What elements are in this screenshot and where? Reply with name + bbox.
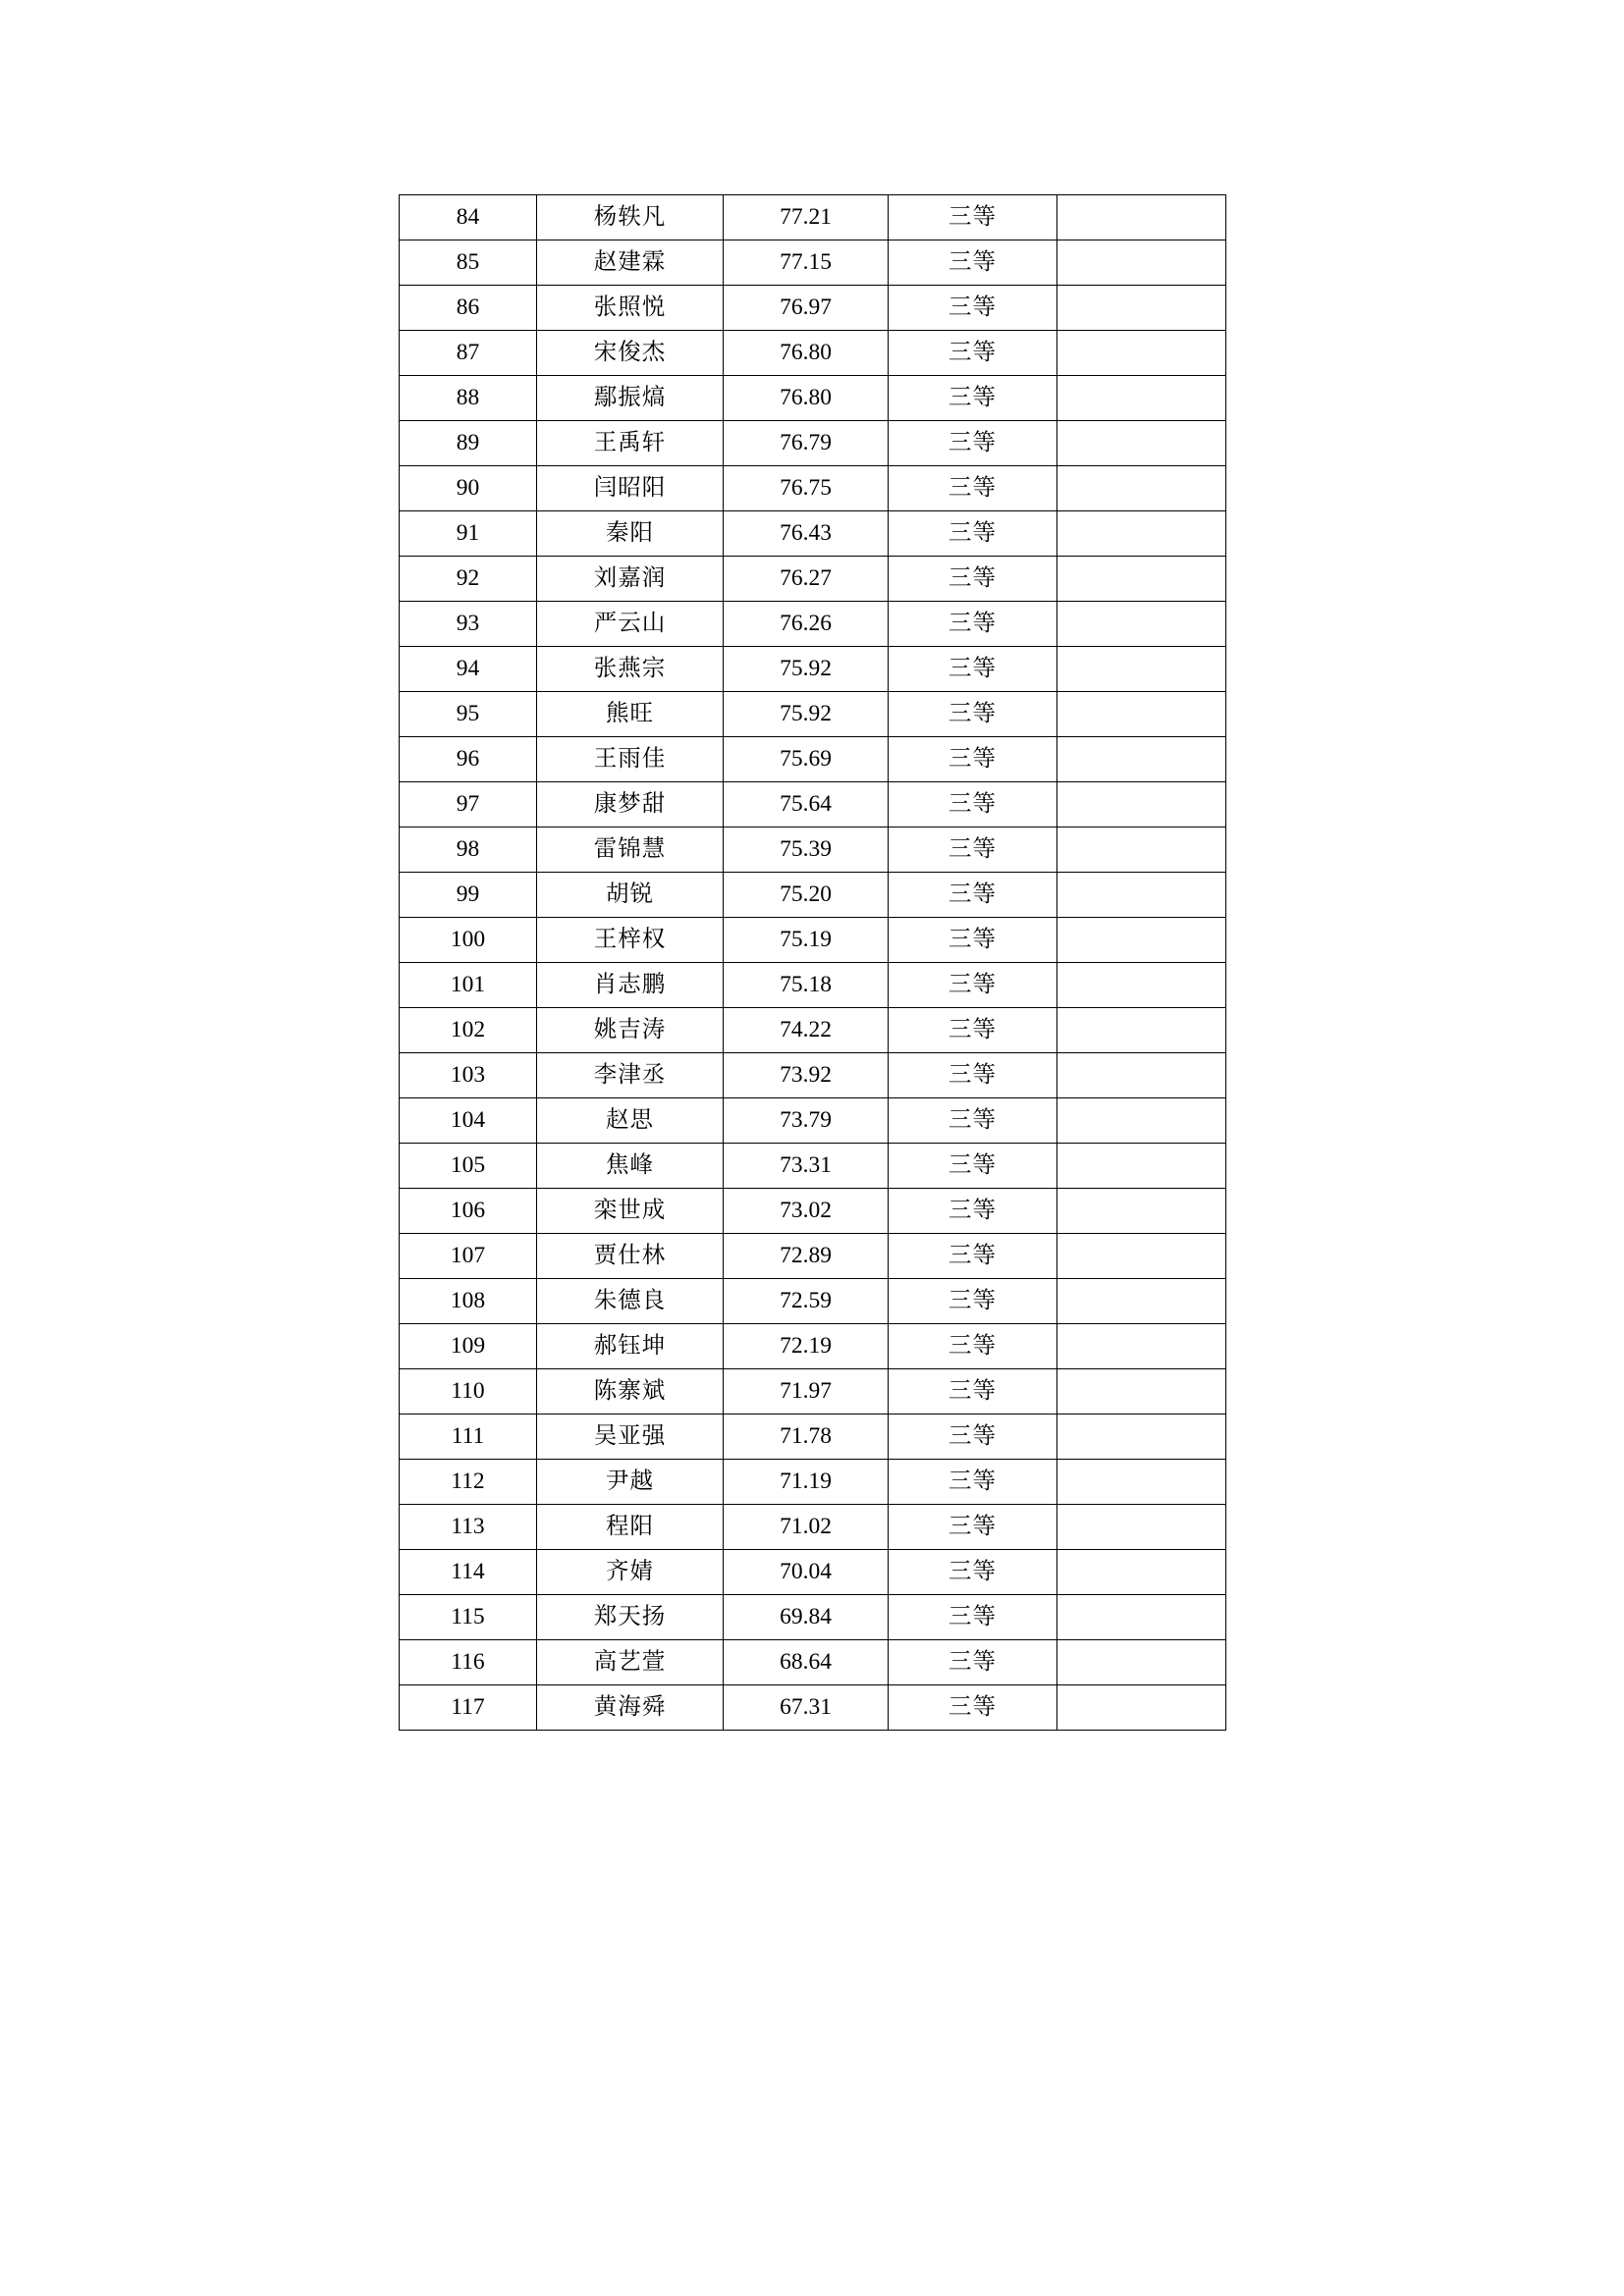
table-row bbox=[400, 1640, 1226, 1685]
results-table bbox=[399, 194, 1226, 1731]
cell-rank: 112 bbox=[400, 1460, 537, 1505]
cell-score: 75.18 bbox=[724, 963, 889, 1008]
cell-score: 75.39 bbox=[724, 828, 889, 873]
cell-award: 三等 bbox=[889, 737, 1057, 782]
cell-name: 赵建霖 bbox=[537, 240, 724, 286]
cell-note bbox=[1057, 918, 1226, 963]
table-row bbox=[400, 1685, 1226, 1731]
cell-note bbox=[1057, 511, 1226, 557]
table-row bbox=[400, 195, 1226, 240]
table-row bbox=[400, 737, 1226, 782]
cell-score: 67.31 bbox=[724, 1685, 889, 1731]
table-row bbox=[400, 782, 1226, 828]
cell-note bbox=[1057, 1324, 1226, 1369]
cell-note bbox=[1057, 1415, 1226, 1460]
cell-award: 三等 bbox=[889, 421, 1057, 466]
cell-name: 王禹轩 bbox=[537, 421, 724, 466]
cell-score: 75.92 bbox=[724, 692, 889, 737]
cell-note bbox=[1057, 1234, 1226, 1279]
cell-score: 70.04 bbox=[724, 1550, 889, 1595]
table-row bbox=[400, 647, 1226, 692]
cell-award: 三等 bbox=[889, 331, 1057, 376]
table-row bbox=[400, 376, 1226, 421]
cell-note bbox=[1057, 602, 1226, 647]
cell-score: 69.84 bbox=[724, 1595, 889, 1640]
cell-score: 73.92 bbox=[724, 1053, 889, 1098]
cell-rank: 99 bbox=[400, 873, 537, 918]
cell-name: 郑天扬 bbox=[537, 1595, 724, 1640]
cell-score: 71.19 bbox=[724, 1460, 889, 1505]
cell-award: 三等 bbox=[889, 1460, 1057, 1505]
cell-name: 杨轶凡 bbox=[537, 195, 724, 240]
cell-note bbox=[1057, 1369, 1226, 1415]
cell-name: 齐婧 bbox=[537, 1550, 724, 1595]
table-row bbox=[400, 918, 1226, 963]
cell-rank: 96 bbox=[400, 737, 537, 782]
cell-rank: 92 bbox=[400, 557, 537, 602]
cell-award: 三等 bbox=[889, 376, 1057, 421]
cell-note bbox=[1057, 873, 1226, 918]
cell-score: 77.21 bbox=[724, 195, 889, 240]
table-row bbox=[400, 1324, 1226, 1369]
cell-score: 75.64 bbox=[724, 782, 889, 828]
cell-rank: 111 bbox=[400, 1415, 537, 1460]
cell-rank: 86 bbox=[400, 286, 537, 331]
table-row bbox=[400, 828, 1226, 873]
cell-award: 三等 bbox=[889, 1595, 1057, 1640]
cell-award: 三等 bbox=[889, 466, 1057, 511]
cell-rank: 91 bbox=[400, 511, 537, 557]
cell-note bbox=[1057, 421, 1226, 466]
cell-score: 75.20 bbox=[724, 873, 889, 918]
cell-name: 王雨佳 bbox=[537, 737, 724, 782]
cell-rank: 90 bbox=[400, 466, 537, 511]
cell-rank: 87 bbox=[400, 331, 537, 376]
cell-name: 尹越 bbox=[537, 1460, 724, 1505]
cell-score: 71.78 bbox=[724, 1415, 889, 1460]
cell-name: 郝钰坤 bbox=[537, 1324, 724, 1369]
cell-name: 雷锦慧 bbox=[537, 828, 724, 873]
cell-note bbox=[1057, 195, 1226, 240]
table-row bbox=[400, 1279, 1226, 1324]
cell-score: 73.02 bbox=[724, 1189, 889, 1234]
cell-note bbox=[1057, 1685, 1226, 1731]
cell-name: 吴亚强 bbox=[537, 1415, 724, 1460]
cell-name: 闫昭阳 bbox=[537, 466, 724, 511]
cell-score: 76.80 bbox=[724, 331, 889, 376]
cell-rank: 100 bbox=[400, 918, 537, 963]
cell-score: 68.64 bbox=[724, 1640, 889, 1685]
cell-note bbox=[1057, 331, 1226, 376]
cell-name: 康梦甜 bbox=[537, 782, 724, 828]
cell-note bbox=[1057, 1144, 1226, 1189]
cell-rank: 101 bbox=[400, 963, 537, 1008]
table-row bbox=[400, 873, 1226, 918]
cell-rank: 98 bbox=[400, 828, 537, 873]
cell-note bbox=[1057, 1505, 1226, 1550]
cell-name: 李津丞 bbox=[537, 1053, 724, 1098]
cell-rank: 105 bbox=[400, 1144, 537, 1189]
cell-score: 76.26 bbox=[724, 602, 889, 647]
cell-rank: 107 bbox=[400, 1234, 537, 1279]
cell-note bbox=[1057, 1640, 1226, 1685]
cell-score: 76.80 bbox=[724, 376, 889, 421]
cell-award: 三等 bbox=[889, 1369, 1057, 1415]
cell-name: 宋俊杰 bbox=[537, 331, 724, 376]
cell-award: 三等 bbox=[889, 240, 1057, 286]
table-row bbox=[400, 557, 1226, 602]
cell-name: 姚吉涛 bbox=[537, 1008, 724, 1053]
cell-award: 三等 bbox=[889, 511, 1057, 557]
cell-score: 72.89 bbox=[724, 1234, 889, 1279]
cell-rank: 89 bbox=[400, 421, 537, 466]
cell-rank: 114 bbox=[400, 1550, 537, 1595]
cell-note bbox=[1057, 1189, 1226, 1234]
cell-rank: 103 bbox=[400, 1053, 537, 1098]
table-row bbox=[400, 466, 1226, 511]
table-row bbox=[400, 1189, 1226, 1234]
cell-score: 72.19 bbox=[724, 1324, 889, 1369]
cell-note bbox=[1057, 737, 1226, 782]
cell-rank: 116 bbox=[400, 1640, 537, 1685]
cell-award: 三等 bbox=[889, 963, 1057, 1008]
cell-score: 73.79 bbox=[724, 1098, 889, 1144]
cell-name: 秦阳 bbox=[537, 511, 724, 557]
cell-score: 73.31 bbox=[724, 1144, 889, 1189]
cell-rank: 95 bbox=[400, 692, 537, 737]
cell-note bbox=[1057, 1098, 1226, 1144]
table-row bbox=[400, 1460, 1226, 1505]
cell-award: 三等 bbox=[889, 1008, 1057, 1053]
cell-award: 三等 bbox=[889, 602, 1057, 647]
cell-note bbox=[1057, 692, 1226, 737]
results-table-body bbox=[400, 195, 1226, 1731]
cell-score: 76.43 bbox=[724, 511, 889, 557]
cell-name: 王梓权 bbox=[537, 918, 724, 963]
cell-rank: 102 bbox=[400, 1008, 537, 1053]
table-row bbox=[400, 1008, 1226, 1053]
table-row bbox=[400, 286, 1226, 331]
table-row bbox=[400, 1595, 1226, 1640]
cell-note bbox=[1057, 240, 1226, 286]
cell-award: 三等 bbox=[889, 828, 1057, 873]
cell-award: 三等 bbox=[889, 918, 1057, 963]
cell-rank: 104 bbox=[400, 1098, 537, 1144]
cell-rank: 106 bbox=[400, 1189, 537, 1234]
cell-note bbox=[1057, 376, 1226, 421]
cell-award: 三等 bbox=[889, 692, 1057, 737]
cell-award: 三等 bbox=[889, 873, 1057, 918]
cell-note bbox=[1057, 1053, 1226, 1098]
cell-note bbox=[1057, 782, 1226, 828]
cell-note bbox=[1057, 963, 1226, 1008]
cell-rank: 110 bbox=[400, 1369, 537, 1415]
cell-note bbox=[1057, 466, 1226, 511]
cell-name: 胡锐 bbox=[537, 873, 724, 918]
cell-award: 三等 bbox=[889, 1505, 1057, 1550]
cell-name: 高艺萱 bbox=[537, 1640, 724, 1685]
cell-award: 三等 bbox=[889, 195, 1057, 240]
cell-name: 熊旺 bbox=[537, 692, 724, 737]
cell-award: 三等 bbox=[889, 1098, 1057, 1144]
cell-award: 三等 bbox=[889, 1324, 1057, 1369]
cell-score: 75.69 bbox=[724, 737, 889, 782]
cell-score: 76.75 bbox=[724, 466, 889, 511]
cell-award: 三等 bbox=[889, 1640, 1057, 1685]
cell-name: 严云山 bbox=[537, 602, 724, 647]
cell-award: 三等 bbox=[889, 1415, 1057, 1460]
cell-note bbox=[1057, 1550, 1226, 1595]
cell-score: 76.27 bbox=[724, 557, 889, 602]
table-row bbox=[400, 963, 1226, 1008]
cell-rank: 97 bbox=[400, 782, 537, 828]
results-table-container bbox=[399, 194, 1225, 1731]
cell-note bbox=[1057, 557, 1226, 602]
cell-name: 赵思 bbox=[537, 1098, 724, 1144]
cell-award: 三等 bbox=[889, 1189, 1057, 1234]
cell-note bbox=[1057, 1008, 1226, 1053]
cell-name: 陈寨斌 bbox=[537, 1369, 724, 1415]
cell-name: 肖志鹏 bbox=[537, 963, 724, 1008]
table-row bbox=[400, 1234, 1226, 1279]
table-row bbox=[400, 331, 1226, 376]
cell-name: 焦峰 bbox=[537, 1144, 724, 1189]
cell-score: 76.79 bbox=[724, 421, 889, 466]
table-row bbox=[400, 692, 1226, 737]
table-row bbox=[400, 1550, 1226, 1595]
cell-award: 三等 bbox=[889, 1053, 1057, 1098]
cell-name: 刘嘉润 bbox=[537, 557, 724, 602]
cell-award: 三等 bbox=[889, 1279, 1057, 1324]
cell-note bbox=[1057, 647, 1226, 692]
cell-score: 76.97 bbox=[724, 286, 889, 331]
table-row bbox=[400, 1098, 1226, 1144]
cell-award: 三等 bbox=[889, 1234, 1057, 1279]
cell-award: 三等 bbox=[889, 1144, 1057, 1189]
cell-score: 71.02 bbox=[724, 1505, 889, 1550]
cell-score: 75.92 bbox=[724, 647, 889, 692]
table-row bbox=[400, 1415, 1226, 1460]
cell-name: 程阳 bbox=[537, 1505, 724, 1550]
cell-rank: 109 bbox=[400, 1324, 537, 1369]
cell-rank: 88 bbox=[400, 376, 537, 421]
cell-rank: 85 bbox=[400, 240, 537, 286]
table-row bbox=[400, 1144, 1226, 1189]
cell-name: 张燕宗 bbox=[537, 647, 724, 692]
cell-name: 黄海舜 bbox=[537, 1685, 724, 1731]
cell-score: 72.59 bbox=[724, 1279, 889, 1324]
cell-name: 鄢振熇 bbox=[537, 376, 724, 421]
table-row bbox=[400, 1505, 1226, 1550]
table-row bbox=[400, 421, 1226, 466]
cell-name: 栾世成 bbox=[537, 1189, 724, 1234]
cell-award: 三等 bbox=[889, 1685, 1057, 1731]
cell-award: 三等 bbox=[889, 557, 1057, 602]
cell-rank: 108 bbox=[400, 1279, 537, 1324]
cell-score: 71.97 bbox=[724, 1369, 889, 1415]
cell-rank: 84 bbox=[400, 195, 537, 240]
table-row bbox=[400, 1053, 1226, 1098]
cell-score: 75.19 bbox=[724, 918, 889, 963]
table-row bbox=[400, 240, 1226, 286]
cell-rank: 117 bbox=[400, 1685, 537, 1731]
cell-rank: 93 bbox=[400, 602, 537, 647]
cell-note bbox=[1057, 1279, 1226, 1324]
cell-name: 贾仕林 bbox=[537, 1234, 724, 1279]
table-row bbox=[400, 1369, 1226, 1415]
cell-name: 朱德良 bbox=[537, 1279, 724, 1324]
cell-award: 三等 bbox=[889, 286, 1057, 331]
cell-score: 77.15 bbox=[724, 240, 889, 286]
cell-note bbox=[1057, 828, 1226, 873]
cell-note bbox=[1057, 1595, 1226, 1640]
cell-rank: 115 bbox=[400, 1595, 537, 1640]
cell-rank: 94 bbox=[400, 647, 537, 692]
cell-name: 张照悦 bbox=[537, 286, 724, 331]
cell-note bbox=[1057, 1460, 1226, 1505]
table-row bbox=[400, 602, 1226, 647]
cell-award: 三等 bbox=[889, 647, 1057, 692]
cell-award: 三等 bbox=[889, 782, 1057, 828]
table-row bbox=[400, 511, 1226, 557]
cell-note bbox=[1057, 286, 1226, 331]
cell-rank: 113 bbox=[400, 1505, 537, 1550]
cell-score: 74.22 bbox=[724, 1008, 889, 1053]
cell-award: 三等 bbox=[889, 1550, 1057, 1595]
